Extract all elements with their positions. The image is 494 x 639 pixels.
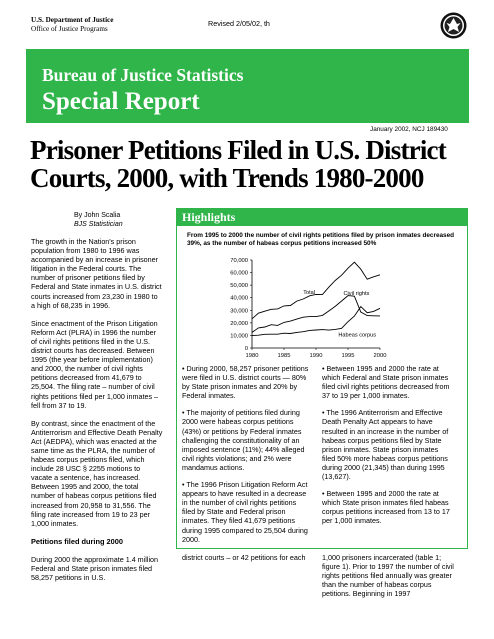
doj-seal-icon bbox=[440, 12, 467, 39]
y-tick-label: 70,000 bbox=[230, 258, 248, 264]
y-tick-label: 60,000 bbox=[230, 270, 248, 277]
series-label: Habeas corpus bbox=[338, 332, 377, 339]
highlight-bullet: • The 1996 Prison Litigation Reform Act appears to have resulted in a decrease in the number of civil rights petitions filed by State and Federal prison inmates. They filed 41,679 petitions during 1995 compared to 25,504 during 2000. bbox=[182, 480, 308, 544]
title-line-2: Courts, 2000, with Trends 1980-2000 bbox=[30, 163, 424, 193]
highlight-bullet: • During 2000, 58,257 prisoner petitions were filed in U.S. district courts — 80% by State prison inmates and 20% by Federal inmates. bbox=[182, 364, 309, 401]
continued-text-left: district courts – or 42 petitions for each bbox=[182, 553, 306, 562]
x-tick-label: 1985 bbox=[277, 353, 291, 359]
department-header bbox=[31, 16, 113, 34]
highlights-left-column bbox=[182, 364, 310, 552]
author-role: BJS Statistician bbox=[74, 221, 123, 228]
y-tick-label: 40,000 bbox=[230, 295, 248, 302]
series-label: Total bbox=[303, 289, 316, 296]
highlights-header bbox=[176, 208, 468, 226]
y-tick-label: 10,000 bbox=[230, 333, 248, 340]
petitions-line-chart bbox=[214, 254, 387, 364]
series-line bbox=[252, 296, 380, 333]
y-tick-label: 20,000 bbox=[230, 320, 248, 327]
title-line-1: Prisoner Petitions Filed in U.S. District bbox=[30, 135, 446, 165]
x-tick-label: 1990 bbox=[309, 353, 323, 359]
x-tick-label: 2000 bbox=[373, 353, 387, 359]
x-tick-label: 1995 bbox=[341, 353, 355, 359]
department-name: U.S. Department of Justice bbox=[31, 16, 114, 24]
paragraph: By contrast, since the enactment of the Antiterrorism and Effective Death Penalty Act (AEDPA), which was enacted at the same time as the PLRA, the number of habeas corpus petitions filed, which include 28 USC § 2255 motions to vacate a sentence, has increased. Between 1995 and 2000, the total number of habeas corpus petitions filed increased from 20,958 to 31,556. The filing rate increased from 19 to 23 per 1,000 inmates. bbox=[31, 418, 163, 528]
highlights-right-column bbox=[322, 364, 450, 534]
highlights-title: Highlights bbox=[182, 210, 236, 224]
y-tick-label: 0 bbox=[244, 346, 248, 352]
continued-text-right: 1,000 prisoners incarcerated (table 1; figure 1). Prior to 1997 the number of civil rights petitions filed annually was greater than the number of habeas corpus petitions. Beginning in 1997 bbox=[322, 553, 454, 599]
author: By John Scalia bbox=[74, 212, 121, 219]
y-tick-label: 50,000 bbox=[230, 283, 248, 290]
section-heading: Petitions filed during 2000 bbox=[31, 536, 123, 546]
highlight-bullet: • The majority of petitions filed during 2000 were habeas corpus petitions (43%) or petitions by Federal inmates challenging the constitutionality of an imposed sentence (11%); 44% alleged civil rights violations; and 2% were mandamus actions. bbox=[182, 408, 305, 472]
paragraph: Since enactment of the Prison Litigation Reform Act (PLRA) in 1996 the number of civil rights petitions filed in the U.S. district courts has decreased. Between 1995 (the year before implementation) and 2000, the number of civil rights petitions decreased from 41,679 to 25,504. The filing rate – number of civil rights petitions filed per 1,000 inmates – fell from 37 to 19. bbox=[31, 318, 159, 410]
office-name: Office of Justice Programs bbox=[31, 25, 108, 33]
y-tick-label: 30,000 bbox=[230, 308, 248, 315]
bureau-name: Bureau of Justice Statistics bbox=[42, 65, 244, 85]
chart-caption: From 1995 to 2000 the number of civil rights petitions filed by prison inmates decreased 39%, as the number of habeas corpus petitions increased 50% bbox=[187, 232, 455, 247]
report-type: Special Report bbox=[42, 88, 200, 115]
dateline: January 2002, NCJ 189430 bbox=[370, 126, 448, 133]
report-banner bbox=[26, 49, 469, 123]
x-tick-label: 1980 bbox=[245, 353, 259, 359]
page-title bbox=[30, 136, 470, 192]
highlight-bullet: • The 1996 Antiterrorism and Effective Death Penalty Act appears to have resulted in an increase in the number of habeas corpus petitions filed by State prison inmates. State prison inmates filed 50% more habeas corpus petitions during 2000 (21,345) than during 1995 (13,627). bbox=[322, 408, 449, 482]
main-text-column bbox=[31, 237, 163, 591]
byline bbox=[74, 211, 123, 229]
paragraph: The growth in the Nation's prison population from 1980 to 1996 was accompanied by an increase in prisoner litigation in the Federal courts. The number of prisoner petitions filed by Federal and State inmates in U.S. district courts increased from 23,230 in 1980 to a high of 68,235 in 1996. bbox=[31, 237, 162, 310]
series-label: Civil rights bbox=[343, 290, 370, 297]
highlight-bullet: • Between 1995 and 2000 the rate at which Federal and State prison inmates filed civil rights petitions decreased from 37 to 19 per 1,000 inmates. bbox=[322, 364, 450, 401]
paragraph: During 2000 the approximate 1.4 million Federal and State prison inmates filed 58,257 petitions in U.S. bbox=[31, 554, 159, 583]
highlight-bullet: • Between 1995 and 2000 the rate at which State prison inmates filed habeas corpus petitions increased from 13 to 17 per 1,000 inmates. bbox=[322, 489, 450, 526]
revised-note: Revised 2/05/02, th bbox=[208, 19, 270, 28]
